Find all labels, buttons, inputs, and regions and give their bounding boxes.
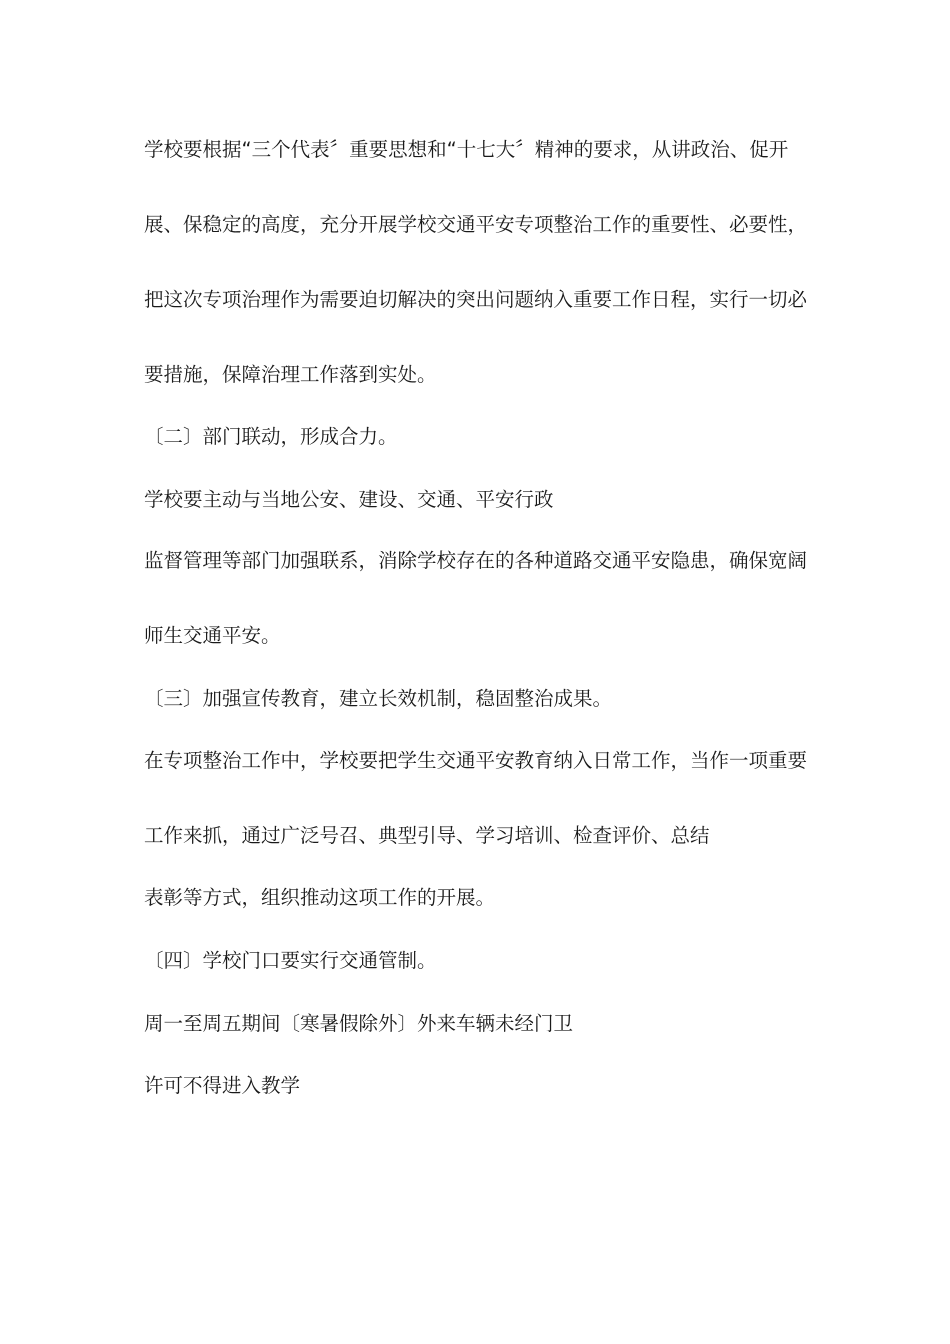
section-heading: 〔三〕加强宣传教育，建立长效机制，稳固整治成果。 (144, 687, 613, 710)
paragraph-line: 学校要主动与当地公安、建设、交通、平安行政 (144, 488, 554, 511)
paragraph-line: 要措施，保障治理工作落到实处。 (144, 363, 437, 386)
section-heading: 〔四〕学校门口要实行交通管制。 (144, 949, 437, 972)
paragraph-line: 许可不得进入教学 (144, 1074, 301, 1097)
paragraph-line: 工作来抓，通过广泛号召、典型引导、学习培训、检查评价、总结 (144, 824, 710, 847)
paragraph-line: 学校要根据“三个代表〞重要思想和“十七大〞精神的要求，从讲政治、促开 (144, 138, 789, 161)
paragraph-line: 表彰等方式，组织推动这项工作的开展。 (144, 886, 496, 909)
paragraph-line: 师生交通平安。 (144, 624, 281, 647)
paragraph-line: 展、保稳定的高度，充分开展学校交通平安专项整治工作的重要性、必要性， (144, 213, 808, 236)
paragraph-line: 周一至周五期间〔寒暑假除外〕外来车辆未经门卫 (144, 1012, 574, 1035)
section-heading: 〔二〕部门联动，形成合力。 (144, 425, 398, 448)
paragraph-line: 监督管理等部门加强联系，消除学校存在的各种道路交通平安隐患，确保宽阔 (144, 549, 808, 572)
paragraph-line: 把这次专项治理作为需要迫切解决的突出问题纳入重要工作日程，实行一切必 (144, 288, 808, 311)
paragraph-line: 在专项整治工作中，学校要把学生交通平安教育纳入日常工作，当作一项重要 (144, 749, 808, 772)
